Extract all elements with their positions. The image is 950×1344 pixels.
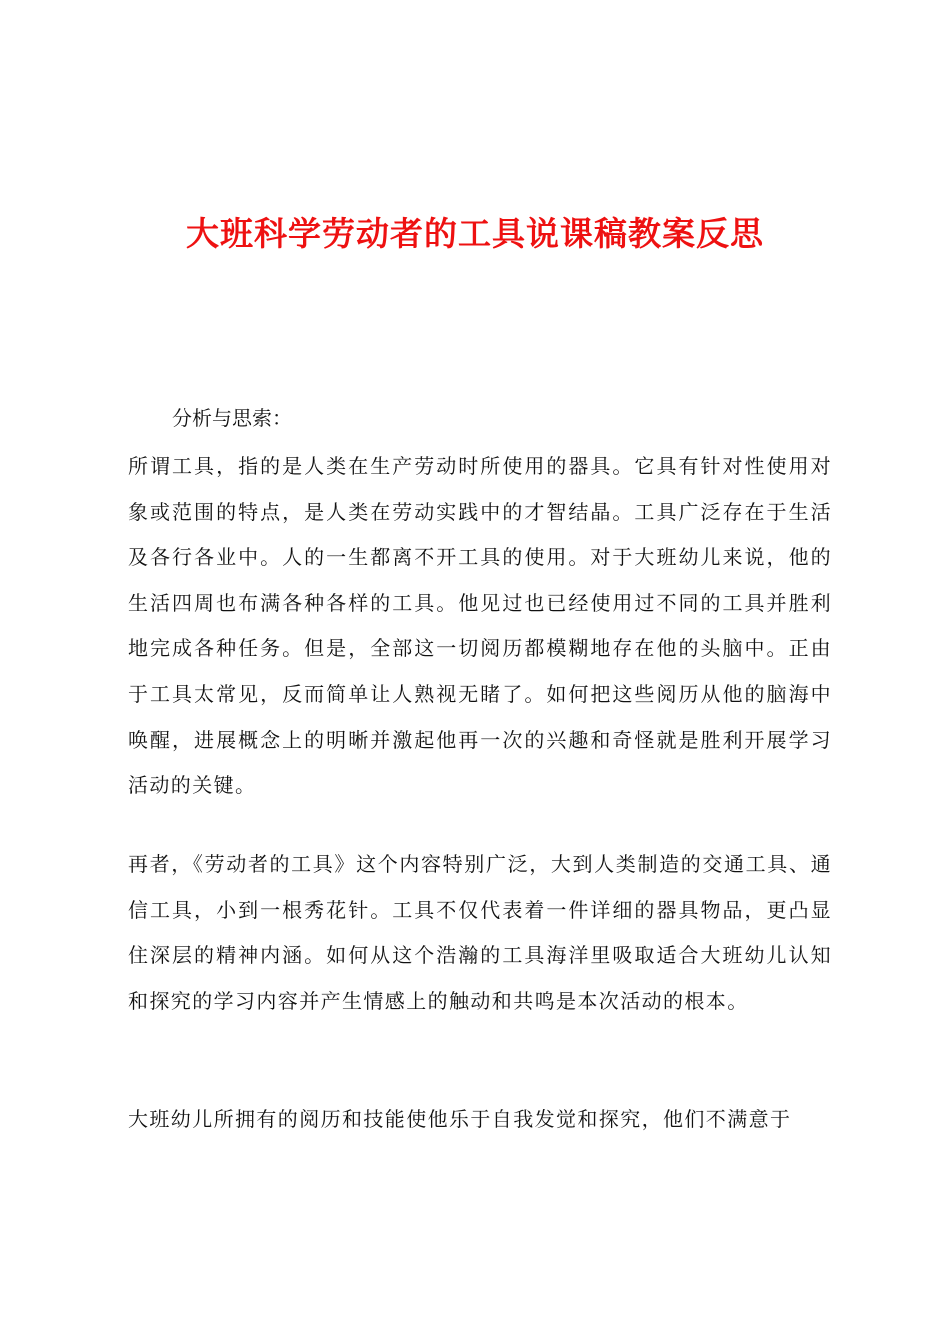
document-title: 大班科学劳动者的工具说课稿教案反思 (186, 214, 764, 253)
paragraph-content-scope: 再者，《劳动者的工具》这个内容特别广泛，大到人类制造的交通工具、通信工具，小到一根秀花针。工具不仅代表着一件详细的器具物品，更凸显住深层的精神内涵。如何从这个浩瀚的工具海洋里吸取适合大班幼儿认知和探究的学习内容并产生情感上的触动和共鸣是本次活动的根本。 (128, 852, 832, 1013)
paragraph-tools-definition: 所谓工具，指的是人类在生产劳动时所使用的器具。它具有针对性使用对象或范围的特点，是人类在劳动实践中的才智结晶。工具广泛存在于生活及各行各业中。人的一生都离不开工具的使用。对于大班幼儿来说，他的生活四周也布满各种各样的工具。他见过也已经使用过不同的工具并胜利地完成各种任务。但是，全部这一切阅历都模糊地存在他的头脑中。正由于工具太常见，反而简单让人熟视无睹了。如何把这些阅历从他的脑海中唤醒，进展概念上的明晰并激起他再一次的兴趣和奇怪就是胜利开展学习活动的关键。 (128, 454, 832, 798)
section-heading: 分析与思索： (172, 406, 292, 430)
paragraph-children-experience: 大班幼儿所拥有的阅历和技能使他乐于自我发觉和探究，他们不满意于 (128, 1107, 792, 1131)
